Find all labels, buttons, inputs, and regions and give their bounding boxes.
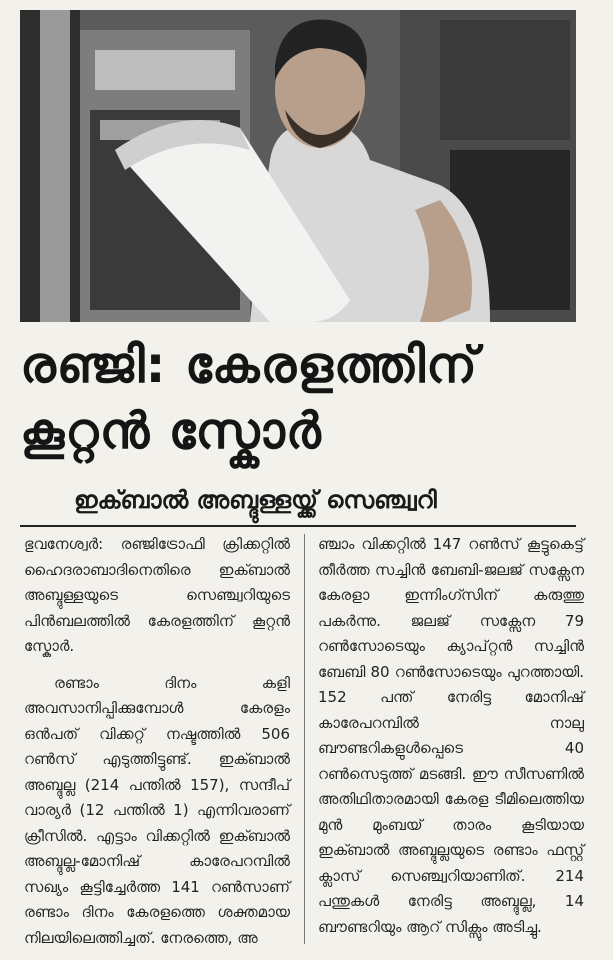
column-divider xyxy=(304,534,305,944)
right-column xyxy=(318,532,584,940)
paragraph-2: രണ്ടാം ദിനം കളി അവസാനിപ്പിക്കുമ്പോൾ കേരളം ഒൻപത് വിക്കറ്റ് നഷ്ടത്തിൽ 506 റൺസ് എടുത്തിട്ടുണ്ട്. ഇക്ബാൽ അബ്ദുല്ല (214 പന്തിൽ 157), സന്ദീപ് വാര്യർ (12 പന്തിൽ 1) എന്നിവരാണ് ക്രീസിൽ. എട്ടാം വിക്കറ്റിൽ ഇക്ബാൽ അബ്ദുല്ല-മോനിഷ് കാരേപറമ്പിൽ സഖ്യം കൂട്ടിച്ചേർത്ത 141 റൺസാണ് രണ്ടാം ദിനം കേരളത്തെ ശക്തമായ നിലയിലെത്തിച്ചത്. നേരത്തെ, അ xyxy=(24,673,290,947)
headline-line-1: രഞ്ജി: കേരളത്തിന് xyxy=(20,336,478,394)
cricketer-photo-illustration xyxy=(20,10,576,322)
subheading-rule xyxy=(20,525,576,527)
left-column xyxy=(24,532,290,951)
article-photo xyxy=(20,10,576,322)
paragraph-1: ഭുവനേശ്വർ: രഞ്ജിട്രോഫി ക്രിക്കറ്റിൽ ഹൈദരാബാദിനെതിരെ ഇക്ബാൽ അബ്ദുള്ളയുടെ സെഞ്ച്വറിയുടെ പിൻബലത്തിൽ കേരളത്തിന് കൂറ്റൻ സ്കോർ. xyxy=(24,535,290,655)
subheading: ഇക്ബാൽ അബ്ദുള്ളയ്ക്ക് സെഞ്ച്വറി xyxy=(74,486,437,514)
paragraph-3: ഞ്ചാം വിക്കറ്റിൽ 147 റൺസ് കൂട്ടുകെട്ട് തീർത്ത സച്ചിൻ ബേബി-ജലജ് സക്സേന കേരളാ ഇന്നിംഗ്സിന് കരുത്തു പകർന്നു. ജലജ് സക്സേന 79 റൺസോടെയും ക്യാപ്റ്റൻ സച്ചിൻ ബേബി 80 റൺസോടെയും പുറത്തായി. 152 പന്ത് നേരിട്ട മോനിഷ് കാരേപറമ്പിൽ നാലു ബൗണ്ടറികളുൾപ്പെടെ 40 റൺസെടുത്ത് മടങ്ങി. ഈ സീസണിൽ അതിഥിതാരമായി കേരള ടീമിലെത്തിയ മുൻ മുംബയ് താരം കൂടിയായ ഇക്ബാൽ അബ്ദുല്ലയുടെ രണ്ടാം ഫസ്റ്റ് ക്ലാസ് സെഞ്ച്വറിയാണിത്. 214 പന്തുകൾ നേരിട്ട അബ്ദുല്ല, 14 ബൗണ്ടറിയും ആറ് സിക്സും അടിച്ചു. xyxy=(318,535,584,936)
headline-line-2: കൂറ്റൻ സ്കോർ xyxy=(20,402,322,460)
headline xyxy=(20,332,590,464)
